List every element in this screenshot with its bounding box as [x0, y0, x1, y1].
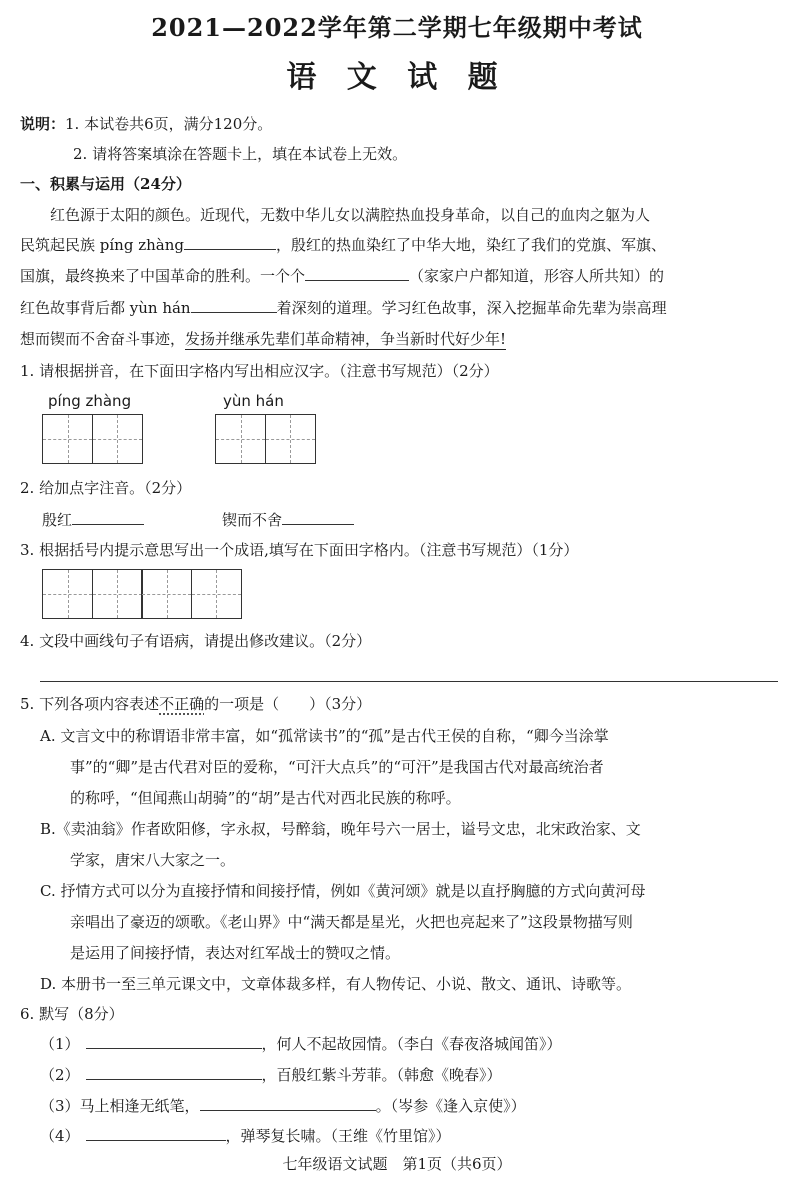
q5-option-c-line-1: C. 抒情方式可以分为直接抒情和间接抒情，例如《黄河颂》就是以直抒胸臆的方式向黄河母	[40, 882, 646, 900]
q2-word-2-text: 锲而不舍	[222, 511, 283, 529]
question-2-text: 2. 给加点字注音。（2分）	[20, 479, 192, 497]
q6-num-1: （1）	[40, 1035, 80, 1053]
passage-line-2a: 民筑起民族 píng zhàng	[20, 236, 184, 254]
instructions-line-1	[20, 110, 272, 138]
page-footer: 七年级语文试题 第1页（共6页）	[282, 1155, 512, 1173]
idiom-blank	[305, 262, 409, 281]
q6-line-3	[40, 1092, 526, 1120]
q5-option-a-line-3: 的称呼，“但闻燕山胡骑”的“胡”是古代对西北民族的称呼。	[70, 789, 461, 807]
q1-pinyin-1: píng zhàng	[48, 392, 132, 410]
q5-option-b-line-2: 学家，唐宋八大家之一。	[70, 851, 236, 869]
instructions-label: 说明：	[20, 115, 66, 133]
passage-line-3	[20, 262, 664, 290]
q5-option-a-line-2: 事”的“卿”是古代君对臣的爱称，“可汗大点兵”的“可汗”是我国古代对最高统治者	[70, 758, 604, 776]
q6-text-3a: 马上相逢无纸笔，	[79, 1097, 200, 1115]
q5-option-d-line-1: D. 本册书一至三单元课文中，文章体裁多样，有人物传记、小说、散文、通讯、诗歌等。	[40, 975, 632, 993]
grid-cell[interactable]	[92, 414, 143, 464]
passage-line-4b: 着深刻的道理。学习红色故事，深入挖掘革命先辈为崇高理	[276, 299, 667, 317]
q6-line-2	[40, 1061, 502, 1089]
q6-num-2: （2）	[40, 1066, 80, 1084]
q5-option-a-line-1: A. 文言文中的称谓语非常丰富，如“孤常读书”的“孤”是古代王侯的自称，“卿今当涂掌	[40, 727, 609, 745]
q5-text-a: 5. 下列各项内容表述	[20, 695, 160, 713]
grid-cell[interactable]	[191, 569, 242, 619]
q6-text-2: ，百般红紫斗芳菲。（韩愈《晚春》）	[261, 1066, 502, 1084]
q6-text-3b: 。（岑参《逢入京使》）	[375, 1097, 526, 1115]
passage-line-2b: ，殷红的热血染红了中华大地，染红了我们的党旗、军旗、	[275, 236, 666, 254]
instruction-item-1: 1. 本试卷共6页，满分120分。	[65, 115, 273, 133]
q6-num-3: （3）	[40, 1097, 80, 1115]
grid-cell[interactable]	[92, 569, 143, 619]
q5-option-b-line-1: B.《卖油翁》作者欧阳修，字永叔，号醉翁，晚年号六一居士，谥号文忠，北宋政治家、文	[40, 820, 641, 838]
grid-cell[interactable]	[215, 414, 266, 464]
passage-line-2	[20, 231, 666, 259]
q6-line-1	[40, 1030, 562, 1058]
exam-title: 2021—2022学年第二学期七年级期中考试	[151, 13, 643, 42]
q5-emphasis: 不正确	[159, 695, 205, 713]
grid-cell[interactable]	[42, 569, 93, 619]
q1-grid-1[interactable]	[42, 414, 143, 464]
q6-blank-2	[86, 1061, 262, 1080]
question-1-text: 1. 请根据拼音，在下面田字格内写出相应汉字。（注意书写规范）（2分）	[20, 362, 499, 380]
q5-option-c-line-2: 亲唱出了豪迈的颂歌。《老山界》中“满天都是星光，火把也亮起来了”这段景物描写则	[70, 913, 633, 931]
passage-line-5a: 想而锲而不舍奋斗事迹，	[20, 330, 186, 348]
q2-blank-2	[282, 506, 354, 525]
question-3-text: 3. 根据括号内提示意思写出一个成语,填写在下面田字格内。（注意书写规范）（1分）	[20, 541, 579, 559]
q6-blank-4	[86, 1122, 226, 1141]
section1-heading: 一、积累与运用（24分）	[20, 175, 191, 193]
q5-option-c-line-3: 是运用了间接抒情，表达对红军战士的赞叹之情。	[70, 944, 401, 962]
passage-line-4a: 红色故事背后都 yùn hán	[20, 299, 191, 317]
yunhan-blank	[191, 294, 277, 313]
grid-cell[interactable]	[141, 569, 192, 619]
q2-word-1	[42, 506, 144, 534]
q6-blank-1	[86, 1030, 262, 1049]
question-6-text: 6. 默写（8分）	[20, 1005, 124, 1023]
passage-line-5	[20, 325, 506, 353]
q6-text-1: ，何人不起故园情。（李白《春夜洛城闻笛》）	[261, 1035, 562, 1053]
passage-line-1: 红色源于太阳的颜色。近现代，无数中华儿女以满腔热血投身革命，以自己的血肉之躯为人	[50, 206, 651, 224]
q3-grid[interactable]	[42, 569, 242, 619]
q6-text-4: ，弹琴复长啸。（王维《竹里馆》）	[225, 1127, 451, 1145]
instruction-item-2: 2. 请将答案填涂在答题卡上，填在本试卷上无效。	[73, 145, 408, 163]
q1-pinyin-2: yùn hán	[223, 392, 284, 410]
q2-word-2	[222, 506, 354, 534]
question-5-text	[20, 690, 371, 718]
pingzhang-blank	[184, 231, 276, 250]
passage-line-3a: 国旗，最终换来了中国革命的胜利。一个个	[20, 267, 306, 285]
q2-blank-1	[72, 506, 144, 525]
underlined-sentence: 发扬并继承先辈们革命精神，争当新时代好少年!	[185, 330, 507, 348]
grid-cell[interactable]	[42, 414, 93, 464]
q6-line-4	[40, 1122, 451, 1150]
q5-text-c: 的一项是（ ）（3分）	[204, 695, 372, 713]
subject-title: 语 文 试 题	[286, 60, 508, 95]
passage-line-4	[20, 294, 667, 322]
grid-cell[interactable]	[265, 414, 316, 464]
q4-answer-line	[40, 681, 778, 682]
q6-blank-3	[200, 1092, 376, 1111]
passage-line-3b: （家家户户都知道，形容人所共知）的	[409, 267, 665, 285]
q2-word-1-text: 殷红	[42, 511, 73, 529]
q6-num-4: （4）	[40, 1127, 80, 1145]
q1-grid-2[interactable]	[215, 414, 316, 464]
question-4-text: 4. 文段中画线句子有语病，请提出修改建议。（2分）	[20, 632, 372, 650]
